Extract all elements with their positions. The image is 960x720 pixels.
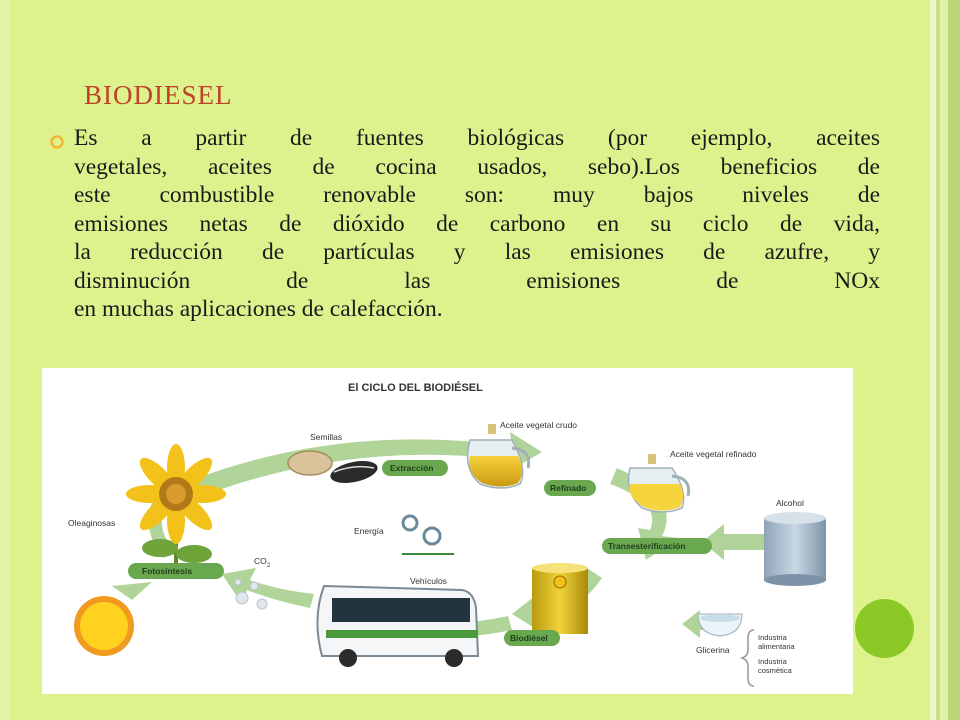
- sunflower-icon: [126, 444, 226, 578]
- refined-oil-jug-icon: [629, 454, 689, 512]
- decorative-green-circle: [855, 599, 914, 658]
- label-vehiculos: Vehículos: [410, 576, 447, 586]
- paragraph-line: la reducción de partículas y las emisiones de azufre, y: [74, 239, 880, 265]
- label-aceite-crudo: Aceite vegetal crudo: [500, 420, 578, 430]
- label-biodiesel: Biodiésel: [510, 633, 548, 643]
- biodiesel-cycle-diagram: [42, 368, 853, 694]
- glicerina-bowl-icon: [698, 614, 742, 636]
- bus-icon: [317, 586, 478, 667]
- paragraph-line: Es a partir de fuentes biológicas (por ejemplo, aceites: [74, 125, 880, 151]
- cycle-diagram-svg: [42, 368, 853, 694]
- label-energia: Energía: [354, 526, 384, 536]
- alcohol-barrel-icon: [764, 512, 826, 586]
- label-refinado: Refinado: [550, 483, 587, 493]
- label-extraccion: Extracción: [390, 463, 434, 473]
- label-glicerina: Glicerina: [696, 645, 730, 655]
- label-aceite-refinado: Aceite vegetal refinado: [670, 449, 757, 459]
- label-fotosintesis: Fotosíntesis: [142, 566, 193, 576]
- label-co2: CO: [254, 556, 267, 566]
- paragraph-line: emisiones netas de dióxido de carbono en su ciclo de vida,: [74, 210, 880, 237]
- label-co2-subscript: 2: [267, 563, 271, 569]
- slide-title: BIODIESEL: [84, 80, 233, 110]
- crude-oil-jug-icon: [468, 424, 529, 488]
- body-paragraph: [74, 124, 880, 324]
- label-transesterificacion: Transesterificación: [608, 541, 686, 551]
- paragraph-line: vegetales, aceites de cocina usados, sebo).Los beneficios de: [74, 153, 880, 180]
- cycle-arrow-lower-left: [222, 568, 314, 608]
- right-border-stripe: [940, 0, 948, 720]
- paragraph-line: este combustible renovable son: muy bajos niveles de: [74, 182, 880, 208]
- right-border-stripe: [948, 0, 960, 720]
- label-industria-cosmetica-2: cosmética: [758, 666, 792, 675]
- label-industria-cosmetica-1: Industria: [758, 657, 787, 666]
- label-semillas: Semillas: [310, 432, 343, 442]
- bullet-icon: [49, 134, 65, 150]
- gears-icon: [402, 516, 454, 554]
- paragraph-line: en muchas aplicaciones de calefacción.: [74, 296, 443, 322]
- cycle-arrow-sun: [112, 582, 152, 600]
- label-alcohol: Alcohol: [776, 498, 804, 508]
- label-oleaginosas: Oleaginosas: [68, 518, 116, 528]
- sun-icon: [74, 596, 134, 656]
- paragraph-line: disminución de las emisiones de NOx: [74, 267, 880, 294]
- diagram-title: El CICLO DEL BIODIÉSEL: [348, 382, 483, 394]
- industry-bracket: [742, 630, 754, 686]
- alcohol-arrow: [702, 524, 764, 560]
- left-border: [0, 0, 10, 720]
- biodiesel-barrel-icon: [532, 563, 588, 634]
- label-industria-alimentaria-2: alimentaria: [758, 642, 795, 651]
- label-industria-alimentaria-1: Industria: [758, 633, 787, 642]
